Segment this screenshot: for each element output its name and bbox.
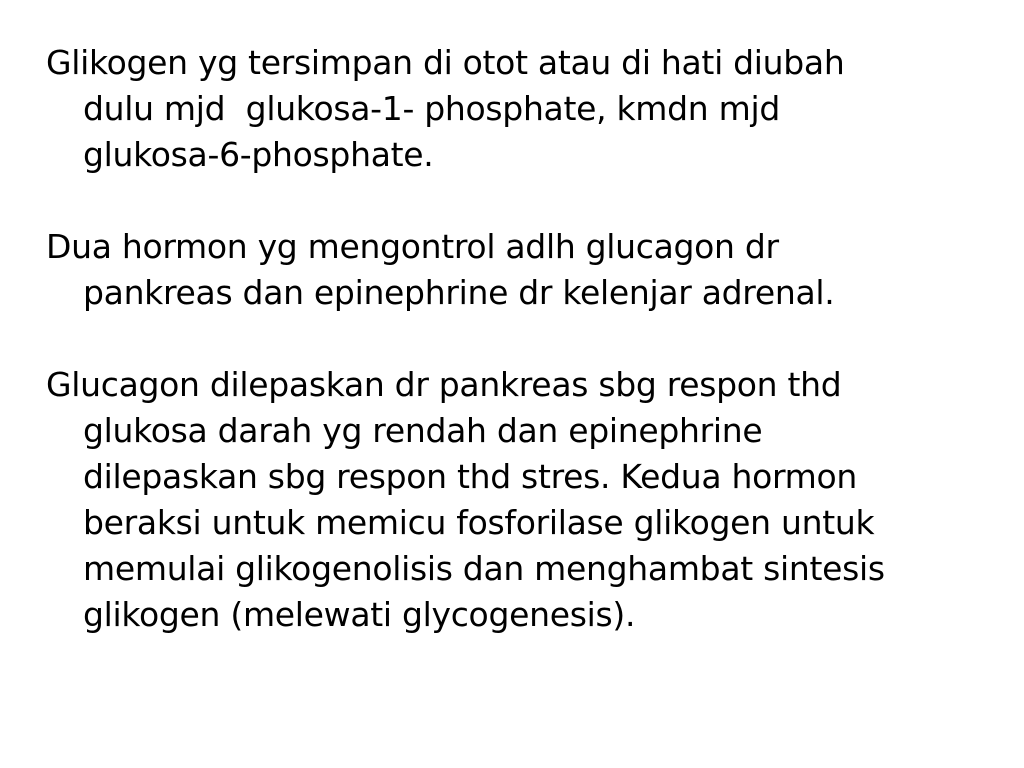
paragraph-line: dulu mjd glukosa-1- phosphate, kmdn mjd (83, 89, 780, 128)
paragraph-line: glikogen (melewati glycogenesis). (83, 595, 636, 634)
paragraph-line: Dua hormon yg mengontrol adlh glucagon dr (46, 227, 779, 266)
paragraph-line: Glucagon dilepaskan dr pankreas sbg respon thd (46, 365, 842, 404)
slide-body (46, 40, 996, 684)
paragraph-glycogen-conversion (46, 40, 996, 178)
paragraph-line: beraksi untuk memicu fosforilase glikogen untuk (83, 503, 875, 542)
paragraph-line: memulai glikogenolisis dan menghambat sintesis (83, 549, 885, 588)
paragraph-line: dilepaskan sbg respon thd stres. Kedua hormon (83, 457, 858, 496)
paragraph-hormone-release (46, 362, 996, 638)
paragraph-line: Glikogen yg tersimpan di otot atau di hati diubah (46, 43, 845, 82)
paragraph-line: glukosa-6-phosphate. (83, 135, 434, 174)
paragraph-controlling-hormones (46, 224, 996, 316)
paragraph-line: pankreas dan epinephrine dr kelenjar adrenal. (83, 273, 835, 312)
paragraph-line: glukosa darah yg rendah dan epinephrine (83, 411, 763, 450)
